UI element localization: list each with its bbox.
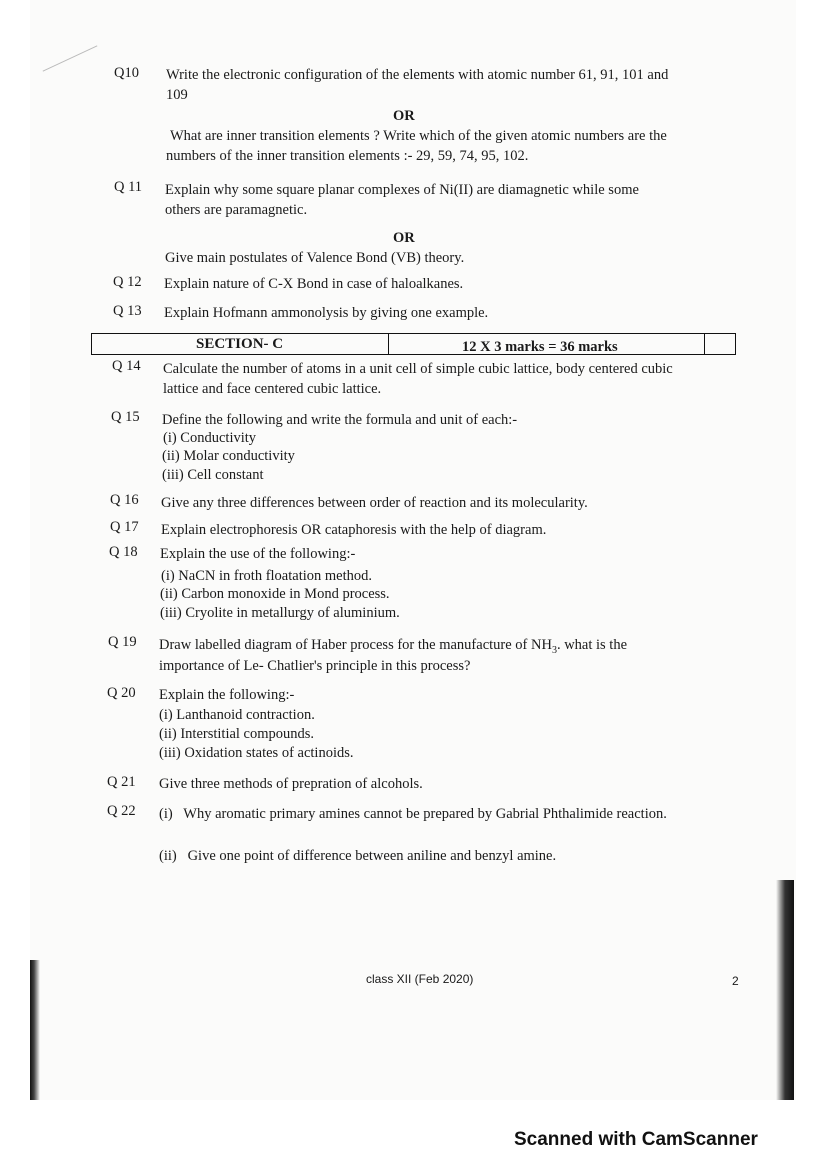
sub-item: (iii) Cryolite in metallurgy of aluminium. — [160, 605, 400, 621]
question-text-part: Draw labelled diagram of Haber process for the manufacture of NH — [159, 637, 552, 653]
question-number: Q 20 — [107, 685, 136, 701]
question-text: (ii) Give one point of difference between aniline and benzyl amine. — [159, 848, 557, 864]
page-number: 2 — [732, 974, 739, 988]
question-text: importance of Le- Chatlier's principle in this process? — [159, 658, 471, 674]
sub-item: (iii) Cell constant — [162, 467, 264, 483]
question-number: Q 14 — [112, 358, 141, 374]
question-text: lattice and face centered cubic lattice. — [163, 381, 382, 397]
question-number: Q 17 — [110, 519, 139, 535]
question-text: Explain Hofmann ammonolysis by giving one example. — [164, 305, 489, 321]
question-text: Explain electrophoresis OR cataphoresis with the help of diagram. — [161, 522, 547, 538]
footer-label: class XII (Feb 2020) — [366, 972, 474, 986]
or-separator: OR — [393, 108, 415, 124]
question-text: Calculate the number of atoms in a unit cell of simple cubic lattice, body centered cubic — [163, 361, 673, 377]
alternate-question-text: What are inner transition elements ? Write which of the given atomic numbers are the — [170, 128, 667, 144]
section-title: SECTION- C — [196, 336, 284, 352]
alternate-question-text: numbers of the inner transition elements :- 29, 59, 74, 95, 102. — [166, 148, 529, 164]
or-separator: OR — [393, 230, 415, 246]
question-number: Q 15 — [111, 409, 140, 425]
question-text: Define the following and write the formula and unit of each:- — [162, 412, 518, 428]
question-number: Q 11 — [114, 179, 143, 195]
sub-item: (i) Lanthanoid contraction. — [159, 707, 315, 723]
question-text: Give any three differences between order of reaction and its molecularity. — [161, 495, 588, 511]
sub-item: (ii) Molar conductivity — [162, 448, 295, 464]
question-text-part: . what is the — [556, 637, 628, 653]
section-header-bar — [91, 333, 736, 355]
camscanner-watermark: Scanned with CamScanner — [514, 1129, 758, 1150]
question-number: Q 19 — [108, 634, 137, 650]
question-text: Write the electronic configuration of the elements with atomic number 61, 91, 101 and — [166, 67, 669, 83]
question-text-continued: 109 — [166, 87, 188, 103]
question-number: Q 21 — [107, 774, 136, 790]
section-marks: 12 X 3 marks = 36 marks — [462, 339, 618, 355]
sub-item: (ii) Carbon monoxide in Mond process. — [160, 586, 390, 602]
question-number: Q10 — [114, 65, 139, 81]
question-text: Explain nature of C-X Bond in case of haloalkanes. — [164, 276, 464, 292]
scan-shadow-left — [30, 960, 40, 1100]
question-text: others are paramagnetic. — [165, 202, 308, 218]
question-number: Q 18 — [109, 544, 138, 560]
subscript: 3 — [551, 644, 557, 656]
question-number: Q 13 — [113, 303, 142, 319]
sub-item: (ii) Interstitial compounds. — [159, 726, 315, 742]
question-text: (i) Why aromatic primary amines cannot be prepared by Gabrial Phthalimide reaction. — [159, 806, 667, 822]
question-number: Q 22 — [107, 803, 136, 819]
sub-item: (i) Conductivity — [163, 430, 257, 446]
question-number: Q 16 — [110, 492, 139, 508]
question-text: Give three methods of prepration of alcohols. — [159, 776, 423, 792]
question-text: Explain the following:- — [159, 687, 295, 703]
scan-shadow-right — [776, 880, 794, 1100]
sub-item: (i) NaCN in froth floatation method. — [161, 568, 373, 584]
question-number: Q 12 — [113, 274, 142, 290]
sub-item: (iii) Oxidation states of actinoids. — [159, 745, 354, 761]
question-text: Explain why some square planar complexes of Ni(II) are diamagnetic while some — [165, 182, 639, 198]
alternate-question-text: Give main postulates of Valence Bond (VB) theory. — [165, 250, 465, 266]
question-text: Explain the use of the following:- — [160, 546, 356, 562]
